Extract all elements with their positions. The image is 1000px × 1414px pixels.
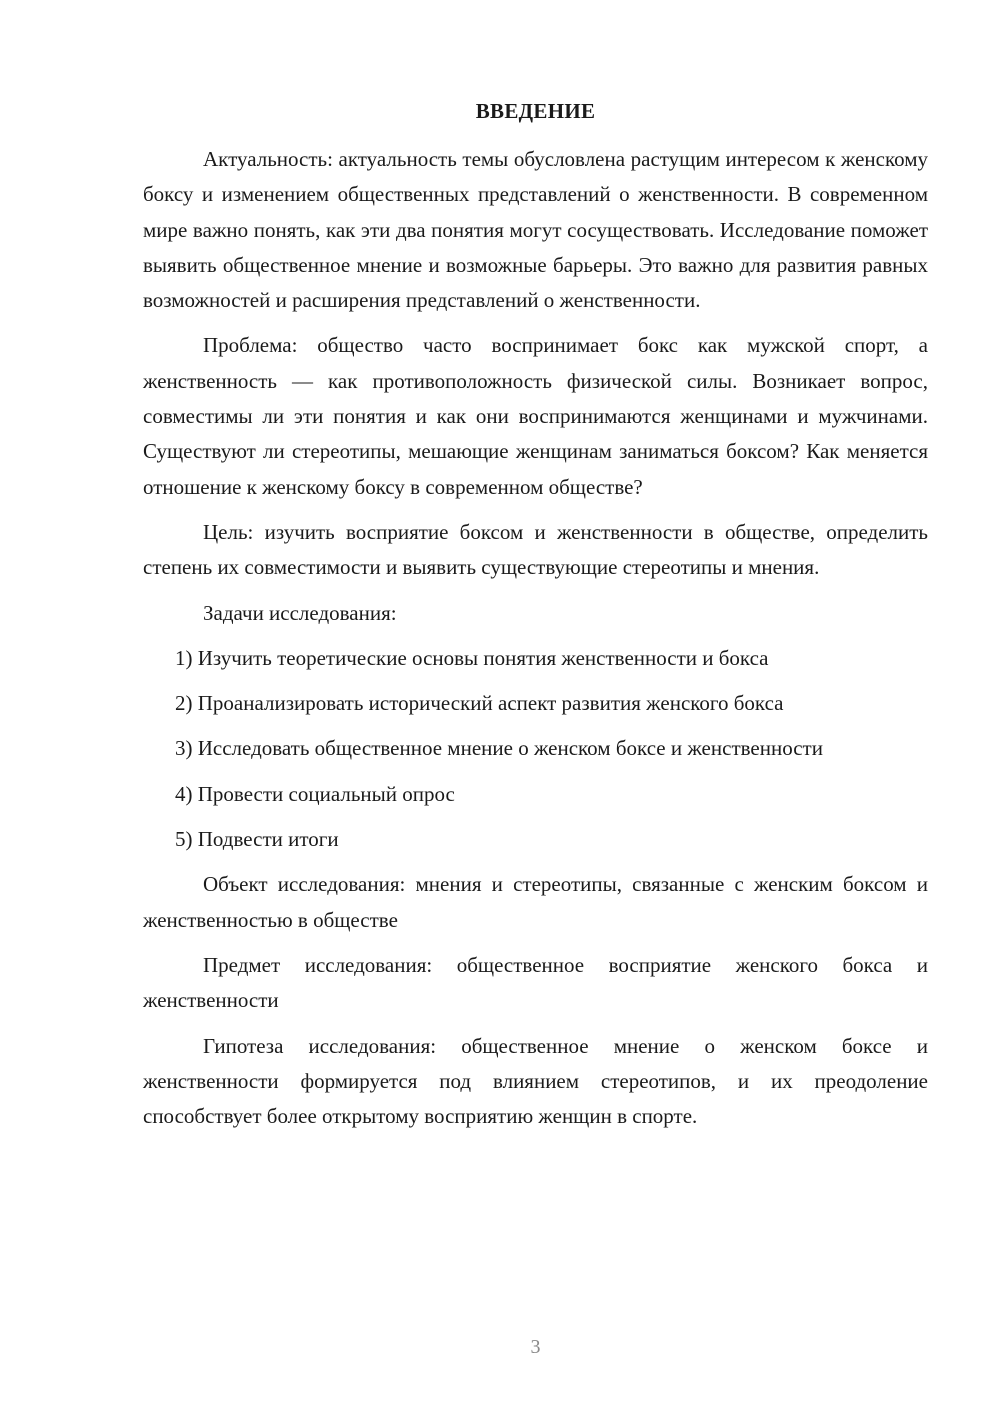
section-heading: ВВЕДЕНИЕ xyxy=(475,99,596,123)
goal-paragraph: Цель: изучить восприятие боксом и женственности в обществе, определить степень их совместимости и выявить существующие стереотипы и мнения. xyxy=(143,519,928,580)
task-list-item: 4) Провести социальный опрос xyxy=(175,781,455,806)
object-paragraph: Объект исследования: мнения и стереотипы, связанные с женским боксом и женственностью в обществе xyxy=(143,872,928,932)
hypothesis-paragraph: Гипотеза исследования: общественное мнение о женском боксе и женственности формируется под влиянием стереотипов, и их преодоление способствует более открытому восприятию женщин в спорте. xyxy=(143,1033,928,1129)
tasks-title: Задачи исследования: xyxy=(203,600,397,625)
task-list-item: 3) Исследовать общественное мнение о женском боксе и женственности xyxy=(175,736,823,761)
document-page xyxy=(143,0,928,1414)
subject-paragraph: Предмет исследования: общественное восприятие женского бокса и женственности xyxy=(143,952,928,1013)
task-list-item: 5) Подвести итоги xyxy=(175,827,339,852)
task-list-item: 1) Изучить теоретические основы понятия женственности и бокса xyxy=(175,645,769,670)
task-list-item: 2) Проанализировать исторический аспект развития женского бокса xyxy=(175,691,784,716)
relevance-paragraph: Актуальность: актуальность темы обусловлена растущим интересом к женскому боксу и изменением общественных представлений о женственности. В современном мире важно понять, как эти два понятия могут сосуществовать. Исследование поможет выявить общественное мнение и возможные барьеры. Это важно для развития равных возможностей и расширения представлений о женственности. xyxy=(143,147,928,313)
problem-paragraph: Проблема: общество часто воспринимает бокс как мужской спорт, а женственность — как противоположность физической силы. Возникает вопрос, совместимы ли эти понятия и как они воспринимаются женщинами и мужчинами. Существуют ли стереотипы, мешающие женщинам заниматься боксом? Как меняется отношение к женскому боксу в современном обществе? xyxy=(143,333,928,499)
document-body xyxy=(143,142,928,1144)
page-number: 3 xyxy=(530,1336,541,1358)
